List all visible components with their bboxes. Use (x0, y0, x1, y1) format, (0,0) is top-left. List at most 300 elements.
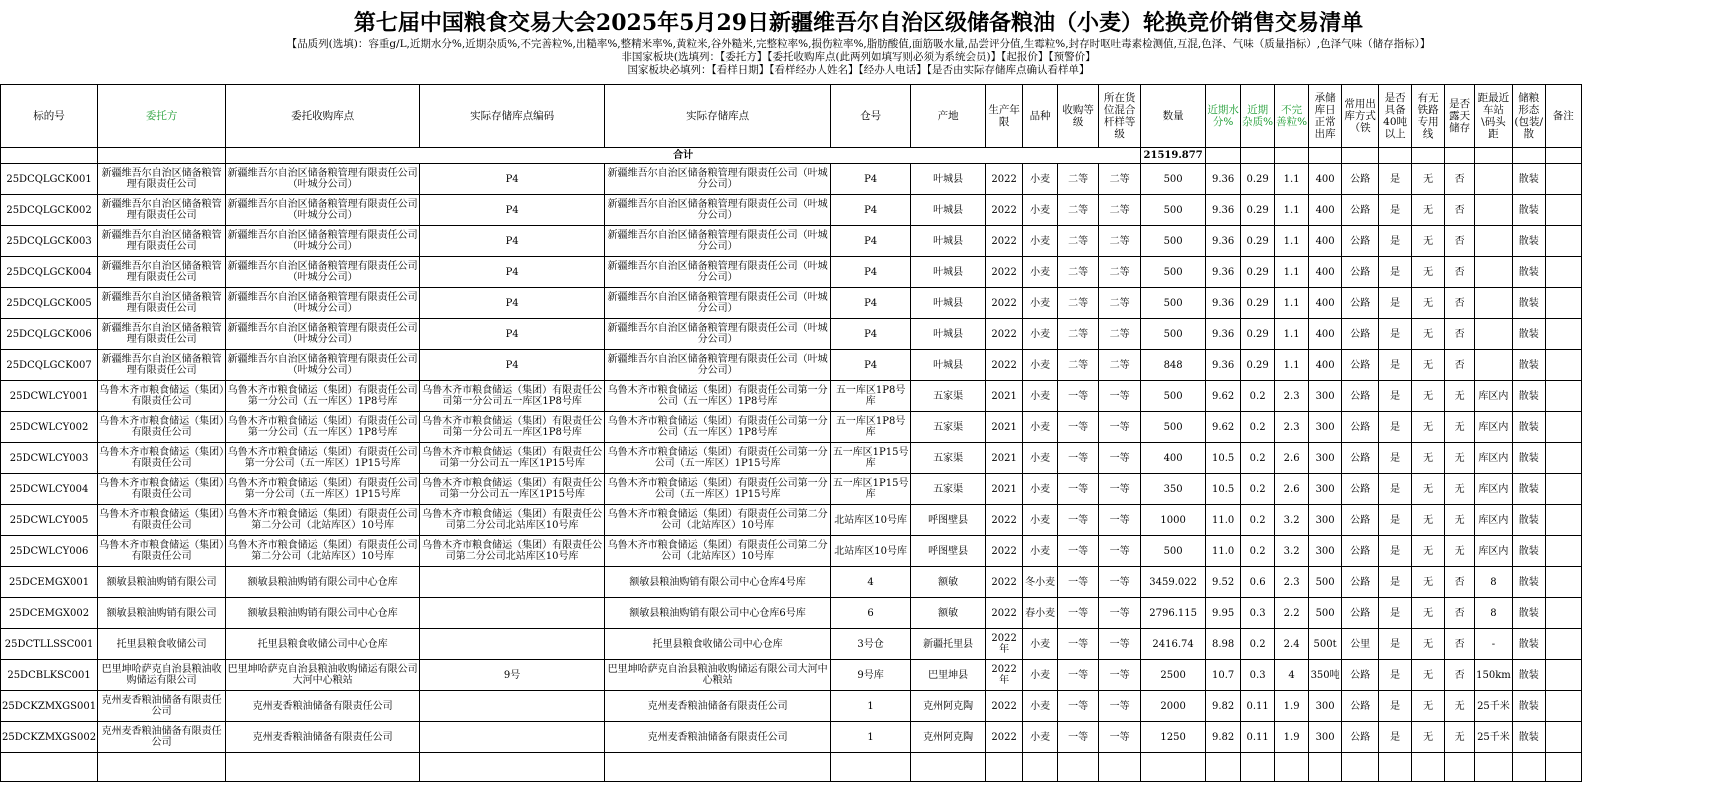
cell-production-year: 2022 (986, 319, 1023, 350)
cell-40t-capable: 是 (1379, 381, 1412, 412)
cell-moisture: 9.36 (1206, 350, 1241, 381)
cell-rail-line: 无 (1412, 567, 1445, 598)
cell-moisture: 9.36 (1206, 164, 1241, 195)
cell-outbound-mode: 公路 (1342, 319, 1379, 350)
cell-storage-depot: 新疆维吾尔自治区储备粮管理有限责任公司（叶城分公司） (605, 257, 831, 288)
cell-depot-code: 乌鲁木齐市粮食储运（集团）有限责任公司第一分公司五一库区1P8号库 (420, 412, 605, 443)
cell-lot-no: 25DCEMGX001 (1, 567, 98, 598)
cell-remarks (1545, 350, 1581, 381)
cell-imperfect: 1.1 (1275, 350, 1309, 381)
cell-open-air: 否 (1445, 567, 1475, 598)
cell-lot-no: 25DCBLKSC001 (1, 660, 98, 691)
cell-purchase-grade: 二等 (1058, 195, 1099, 226)
table-row (1, 412, 1582, 443)
cell-lot-no: 25DCQLGCK001 (1, 164, 98, 195)
cell-rail-line: 无 (1412, 319, 1445, 350)
cell-purchase-grade: 一等 (1058, 660, 1099, 691)
cell-consignor: 乌鲁木齐市粮食储运（集团）有限责任公司 (98, 536, 226, 567)
cell-impurity: 0.2 (1241, 412, 1275, 443)
cell-warehouse-no: P4 (831, 350, 911, 381)
table-row (1, 660, 1582, 691)
cell-depot-code: 乌鲁木齐市粮食储运（集团）有限责任公司第一分公司五一库区1P8号库 (420, 381, 605, 412)
cell-impurity: 0.29 (1241, 195, 1275, 226)
cell-quantity: 500 (1141, 536, 1206, 567)
cell-daily-outbound: 300 (1309, 722, 1342, 753)
cell-purchase-depot: 新疆维吾尔自治区储备粮管理有限责任公司（叶城分公司） (226, 288, 420, 319)
cell-storage-form: 散装 (1512, 474, 1545, 505)
cell-imperfect: 1.1 (1275, 226, 1309, 257)
cell-remarks (1545, 722, 1581, 753)
cell-storage-depot: 乌鲁木齐市粮食储运（集团）有限责任公司第一分公司（五一库区）1P15号库 (605, 443, 831, 474)
cell-warehouse-no: P4 (831, 288, 911, 319)
note-non-national-columns: 非国家板块(选填列：【委托方】【委托收购库点(此两列如填写则必须为系统会员)】【起报价】【预警价】 (621, 51, 1096, 63)
cell-mixed-grade: 二等 (1099, 164, 1141, 195)
col-header-station-distance: 距最近车站\码头距 (1475, 85, 1513, 148)
cell-storage-form: 散装 (1512, 629, 1545, 660)
cell-storage-form: 散装 (1512, 381, 1545, 412)
cell-purchase-depot: 乌鲁木齐市粮食储运（集团）有限责任公司第二分公司（北站库区）10号库 (226, 505, 420, 536)
cell-moisture: 9.82 (1206, 691, 1241, 722)
col-header-mixed-grade: 所在货位混合杆样等级 (1099, 85, 1141, 148)
table-row (1, 536, 1582, 567)
cell-consignor: 克州麦香粮油储备有限责任公司 (98, 691, 226, 722)
col-header-quantity: 数量 (1141, 85, 1206, 148)
cell-open-air: 否 (1445, 629, 1475, 660)
cell-impurity: 0.29 (1241, 288, 1275, 319)
cell-purchase-grade: 一等 (1058, 567, 1099, 598)
cell-quantity: 500 (1141, 319, 1206, 350)
total-label: 合计 (226, 148, 1141, 164)
cell-purchase-depot: 新疆维吾尔自治区储备粮管理有限责任公司（叶城分公司） (226, 226, 420, 257)
cell-open-air: 否 (1445, 288, 1475, 319)
cell-purchase-grade: 二等 (1058, 257, 1099, 288)
cell-station-distance: 25千米 (1475, 691, 1513, 722)
cell-warehouse-no: 北站库区10号库 (831, 536, 911, 567)
cell-daily-outbound: 300 (1309, 443, 1342, 474)
cell-open-air: 否 (1445, 226, 1475, 257)
cell-station-distance: 库区内 (1475, 412, 1513, 443)
cell-impurity: 0.29 (1241, 319, 1275, 350)
cell-rail-line: 无 (1412, 226, 1445, 257)
cell-storage-depot: 乌鲁木齐市粮食储运（集团）有限责任公司第二分公司（北站库区）10号库 (605, 536, 831, 567)
cell-lot-no: 25DCQLGCK007 (1, 350, 98, 381)
cell-storage-depot: 克州麦香粮油储备有限责任公司 (605, 722, 831, 753)
cell-consignor: 巴里坤哈萨克自治县粮油收购储运有限公司 (98, 660, 226, 691)
cell-station-distance: 8 (1475, 598, 1513, 629)
cell-imperfect: 2.4 (1275, 629, 1309, 660)
cell-daily-outbound: 300 (1309, 505, 1342, 536)
cell-station-distance (1475, 164, 1513, 195)
cell-consignor: 新疆维吾尔自治区储备粮管理有限责任公司 (98, 350, 226, 381)
cell-purchase-grade: 二等 (1058, 164, 1099, 195)
cell-warehouse-no: 1 (831, 691, 911, 722)
cell-origin: 巴里坤县 (911, 660, 986, 691)
cell-40t-capable: 是 (1379, 226, 1412, 257)
cell-rail-line: 无 (1412, 691, 1445, 722)
cell-station-distance: 库区内 (1475, 381, 1513, 412)
cell-mixed-grade: 一等 (1099, 505, 1141, 536)
cell-moisture: 9.95 (1206, 598, 1241, 629)
cell-consignor: 额敏县粮油购销有限公司 (98, 567, 226, 598)
cell-production-year: 2022 (986, 722, 1023, 753)
cell-daily-outbound: 500t (1309, 629, 1342, 660)
cell-variety: 小麦 (1023, 319, 1058, 350)
cell-40t-capable: 是 (1379, 536, 1412, 567)
cell-purchase-depot: 新疆维吾尔自治区储备粮管理有限责任公司（叶城分公司） (226, 350, 420, 381)
cell-remarks (1545, 257, 1581, 288)
cell-open-air: 无 (1445, 691, 1475, 722)
cell-depot-code: P4 (420, 164, 605, 195)
cell-mixed-grade: 二等 (1099, 350, 1141, 381)
cell-imperfect: 3.2 (1275, 505, 1309, 536)
cell-rail-line: 无 (1412, 195, 1445, 226)
cell-impurity: 0.3 (1241, 660, 1275, 691)
col-header-open-air: 是否露天储存 (1445, 85, 1475, 148)
cell-outbound-mode: 公路 (1342, 350, 1379, 381)
cell-lot-no: 25DCWLCY003 (1, 443, 98, 474)
cell-open-air: 无 (1445, 381, 1475, 412)
cell-depot-code (420, 629, 605, 660)
cell-purchase-grade: 一等 (1058, 598, 1099, 629)
cell-open-air: 否 (1445, 660, 1475, 691)
cell-rail-line: 无 (1412, 629, 1445, 660)
cell-storage-depot: 克州麦香粮油储备有限责任公司 (605, 691, 831, 722)
cell-origin: 五家渠 (911, 412, 986, 443)
cell-rail-line: 无 (1412, 381, 1445, 412)
cell-daily-outbound: 500 (1309, 598, 1342, 629)
cell-outbound-mode: 公路 (1342, 660, 1379, 691)
cell-mixed-grade: 一等 (1099, 412, 1141, 443)
cell-storage-form: 散装 (1512, 226, 1545, 257)
cell-rail-line: 无 (1412, 257, 1445, 288)
cell-imperfect: 1.1 (1275, 195, 1309, 226)
cell-storage-form: 散装 (1512, 164, 1545, 195)
cell-origin: 五家渠 (911, 474, 986, 505)
cell-lot-no: 25DCQLGCK004 (1, 257, 98, 288)
cell-moisture: 10.7 (1206, 660, 1241, 691)
cell-production-year: 2021 (986, 381, 1023, 412)
cell-storage-depot: 新疆维吾尔自治区储备粮管理有限责任公司（叶城分公司） (605, 319, 831, 350)
cell-impurity: 0.29 (1241, 350, 1275, 381)
cell-40t-capable: 是 (1379, 288, 1412, 319)
cell-depot-code (420, 691, 605, 722)
cell-imperfect: 2.2 (1275, 598, 1309, 629)
cell-remarks (1545, 443, 1581, 474)
cell-40t-capable: 是 (1379, 505, 1412, 536)
cell-40t-capable: 是 (1379, 443, 1412, 474)
cell-origin: 五家渠 (911, 443, 986, 474)
cell-remarks (1545, 691, 1581, 722)
cell-purchase-grade: 一等 (1058, 381, 1099, 412)
cell-storage-depot: 乌鲁木齐市粮食储运（集团）有限责任公司第二分公司（北站库区）10号库 (605, 505, 831, 536)
cell-remarks (1545, 660, 1581, 691)
cell-production-year: 2021 (986, 412, 1023, 443)
cell-variety: 小麦 (1023, 660, 1058, 691)
cell-production-year: 2022 (986, 195, 1023, 226)
cell-open-air: 否 (1445, 350, 1475, 381)
cell-lot-no: 25DCWLCY006 (1, 536, 98, 567)
cell-variety: 小麦 (1023, 505, 1058, 536)
cell-daily-outbound: 300 (1309, 474, 1342, 505)
cell-40t-capable: 是 (1379, 660, 1412, 691)
cell-variety: 小麦 (1023, 443, 1058, 474)
cell-remarks (1545, 505, 1581, 536)
table-row (1, 505, 1582, 536)
cell-consignor: 乌鲁木齐市粮食储运（集团）有限责任公司 (98, 443, 226, 474)
col-header-purchase-grade: 收购等级 (1058, 85, 1099, 148)
cell-remarks (1545, 474, 1581, 505)
cell-open-air: 无 (1445, 412, 1475, 443)
col-header-depot-code: 实际存储库点编码 (420, 85, 605, 148)
cell-40t-capable: 是 (1379, 319, 1412, 350)
cell-storage-form: 散装 (1512, 195, 1545, 226)
cell-40t-capable: 是 (1379, 350, 1412, 381)
cell-moisture: 9.36 (1206, 257, 1241, 288)
cell-rail-line: 无 (1412, 722, 1445, 753)
cell-variety: 小麦 (1023, 195, 1058, 226)
cell-variety: 小麦 (1023, 257, 1058, 288)
col-header-origin: 产地 (911, 85, 986, 148)
cell-origin: 克州阿克陶 (911, 691, 986, 722)
cell-purchase-grade: 一等 (1058, 474, 1099, 505)
cell-impurity: 0.2 (1241, 443, 1275, 474)
cell-remarks (1545, 319, 1581, 350)
cell-daily-outbound: 500 (1309, 567, 1342, 598)
cell-station-distance (1475, 350, 1513, 381)
cell-open-air: 无 (1445, 505, 1475, 536)
cell-rail-line: 无 (1412, 660, 1445, 691)
col-header-rail-line: 有无铁路专用线 (1412, 85, 1445, 148)
cell-consignor: 乌鲁木齐市粮食储运（集团）有限责任公司 (98, 505, 226, 536)
cell-variety: 小麦 (1023, 288, 1058, 319)
empty-row (1, 753, 1582, 782)
cell-purchase-grade: 一等 (1058, 443, 1099, 474)
cell-depot-code: P4 (420, 319, 605, 350)
cell-remarks (1545, 629, 1581, 660)
cell-storage-depot: 新疆维吾尔自治区储备粮管理有限责任公司（叶城分公司） (605, 350, 831, 381)
cell-open-air: 否 (1445, 195, 1475, 226)
cell-rail-line: 无 (1412, 598, 1445, 629)
cell-depot-code: 乌鲁木齐市粮食储运（集团）有限责任公司第二分公司北站库区10号库 (420, 505, 605, 536)
cell-impurity: 0.6 (1241, 567, 1275, 598)
cell-imperfect: 2.3 (1275, 567, 1309, 598)
cell-purchase-depot: 克州麦香粮油储备有限责任公司 (226, 722, 420, 753)
cell-open-air: 无 (1445, 474, 1475, 505)
cell-variety: 小麦 (1023, 536, 1058, 567)
cell-mixed-grade: 二等 (1099, 288, 1141, 319)
cell-moisture: 9.36 (1206, 226, 1241, 257)
cell-purchase-depot: 乌鲁木齐市粮食储运（集团）有限责任公司第一分公司（五一库区）1P15号库 (226, 474, 420, 505)
cell-storage-depot: 新疆维吾尔自治区储备粮管理有限责任公司（叶城分公司） (605, 288, 831, 319)
cell-mixed-grade: 一等 (1099, 691, 1141, 722)
cell-imperfect: 2.6 (1275, 443, 1309, 474)
cell-station-distance (1475, 195, 1513, 226)
cell-40t-capable: 是 (1379, 257, 1412, 288)
cell-origin: 额敏 (911, 567, 986, 598)
total-row (1, 148, 1582, 164)
table-row (1, 443, 1582, 474)
table-row (1, 474, 1582, 505)
cell-variety: 冬小麦 (1023, 567, 1058, 598)
cell-warehouse-no: 五一库区1P8号库 (831, 412, 911, 443)
table-row (1, 288, 1582, 319)
cell-variety: 小麦 (1023, 629, 1058, 660)
cell-mixed-grade: 二等 (1099, 319, 1141, 350)
cell-storage-depot: 新疆维吾尔自治区储备粮管理有限责任公司（叶城分公司） (605, 195, 831, 226)
cell-origin: 叶城县 (911, 350, 986, 381)
cell-depot-code: P4 (420, 195, 605, 226)
cell-depot-code: P4 (420, 350, 605, 381)
cell-open-air: 无 (1445, 443, 1475, 474)
cell-station-distance: 库区内 (1475, 536, 1513, 567)
cell-purchase-grade: 二等 (1058, 288, 1099, 319)
cell-production-year: 2022 (986, 567, 1023, 598)
cell-storage-form: 散装 (1512, 691, 1545, 722)
cell-production-year: 2022年 (986, 660, 1023, 691)
cell-origin: 呼图壁县 (911, 505, 986, 536)
cell-outbound-mode: 公路 (1342, 412, 1379, 443)
cell-40t-capable: 是 (1379, 412, 1412, 443)
cell-purchase-depot: 额敏县粮油购销有限公司中心仓库 (226, 567, 420, 598)
cell-production-year: 2022 (986, 691, 1023, 722)
trade-list-table (0, 84, 1582, 782)
cell-remarks (1545, 536, 1581, 567)
cell-quantity: 500 (1141, 164, 1206, 195)
cell-impurity: 0.3 (1241, 598, 1275, 629)
page-title: 第七届中国粮食交易大会2025年5月29日新疆维吾尔自治区级储备粮油（小麦）轮换竞价销售交易清单 (353, 10, 1364, 36)
cell-warehouse-no: 6 (831, 598, 911, 629)
cell-consignor: 新疆维吾尔自治区储备粮管理有限责任公司 (98, 226, 226, 257)
cell-remarks (1545, 226, 1581, 257)
cell-outbound-mode: 公路 (1342, 226, 1379, 257)
cell-outbound-mode: 公路 (1342, 257, 1379, 288)
cell-mixed-grade: 一等 (1099, 598, 1141, 629)
cell-purchase-grade: 一等 (1058, 412, 1099, 443)
cell-purchase-grade: 一等 (1058, 536, 1099, 567)
cell-lot-no: 25DCQLGCK003 (1, 226, 98, 257)
cell-remarks (1545, 381, 1581, 412)
cell-mixed-grade: 二等 (1099, 226, 1141, 257)
cell-outbound-mode: 公路 (1342, 381, 1379, 412)
cell-production-year: 2022 (986, 350, 1023, 381)
cell-station-distance (1475, 257, 1513, 288)
cell-depot-code: P4 (420, 226, 605, 257)
cell-warehouse-no: 五一库区1P15号库 (831, 474, 911, 505)
cell-quantity: 1250 (1141, 722, 1206, 753)
cell-depot-code (420, 567, 605, 598)
cell-40t-capable: 是 (1379, 598, 1412, 629)
cell-origin: 额敏 (911, 598, 986, 629)
cell-moisture: 9.52 (1206, 567, 1241, 598)
cell-production-year: 2022年 (986, 629, 1023, 660)
cell-purchase-depot: 乌鲁木齐市粮食储运（集团）有限责任公司第一分公司（五一库区）1P15号库 (226, 443, 420, 474)
cell-remarks (1545, 412, 1581, 443)
cell-production-year: 2022 (986, 257, 1023, 288)
cell-warehouse-no: P4 (831, 195, 911, 226)
cell-quantity: 2796.115 (1141, 598, 1206, 629)
cell-mixed-grade: 一等 (1099, 443, 1141, 474)
cell-purchase-depot: 新疆维吾尔自治区储备粮管理有限责任公司（叶城分公司） (226, 257, 420, 288)
table-row (1, 195, 1582, 226)
cell-outbound-mode: 公路 (1342, 195, 1379, 226)
cell-impurity: 0.11 (1241, 722, 1275, 753)
cell-consignor: 新疆维吾尔自治区储备粮管理有限责任公司 (98, 319, 226, 350)
cell-mixed-grade: 一等 (1099, 381, 1141, 412)
cell-station-distance: 150km (1475, 660, 1513, 691)
cell-impurity: 0.29 (1241, 164, 1275, 195)
cell-station-distance: 库区内 (1475, 505, 1513, 536)
cell-origin: 叶城县 (911, 195, 986, 226)
cell-purchase-depot: 乌鲁木齐市粮食储运（集团）有限责任公司第二分公司（北站库区）10号库 (226, 536, 420, 567)
cell-imperfect: 1.1 (1275, 164, 1309, 195)
cell-variety: 小麦 (1023, 350, 1058, 381)
cell-quantity: 2416.74 (1141, 629, 1206, 660)
cell-daily-outbound: 300 (1309, 691, 1342, 722)
cell-warehouse-no: P4 (831, 164, 911, 195)
cell-quantity: 500 (1141, 288, 1206, 319)
cell-40t-capable: 是 (1379, 691, 1412, 722)
table-row (1, 226, 1582, 257)
cell-consignor: 新疆维吾尔自治区储备粮管理有限责任公司 (98, 288, 226, 319)
cell-station-distance: 8 (1475, 567, 1513, 598)
cell-purchase-grade: 一等 (1058, 722, 1099, 753)
table-row (1, 381, 1582, 412)
cell-mixed-grade: 二等 (1099, 195, 1141, 226)
cell-remarks (1545, 195, 1581, 226)
col-header-daily-outbound: 承储库日正常出库 (1309, 85, 1342, 148)
cell-production-year: 2022 (986, 505, 1023, 536)
cell-purchase-grade: 一等 (1058, 505, 1099, 536)
cell-outbound-mode: 公路 (1342, 474, 1379, 505)
cell-quantity: 400 (1141, 443, 1206, 474)
cell-warehouse-no: 1 (831, 722, 911, 753)
cell-daily-outbound: 400 (1309, 257, 1342, 288)
cell-quantity: 500 (1141, 195, 1206, 226)
cell-moisture: 8.98 (1206, 629, 1241, 660)
cell-40t-capable: 是 (1379, 474, 1412, 505)
note-national-columns: 国家板块必填列：【看样日期】【看样经办人姓名】【经办人电话】【是否由实际存储库点确认看样单】 (627, 64, 1090, 76)
cell-station-distance (1475, 288, 1513, 319)
cell-storage-depot: 巴里坤哈萨克自治县粮油收购储运有限公司大河中心粮站 (605, 660, 831, 691)
cell-consignor: 新疆维吾尔自治区储备粮管理有限责任公司 (98, 164, 226, 195)
cell-mixed-grade: 一等 (1099, 567, 1141, 598)
header-row (1, 85, 1582, 148)
cell-variety: 春小麦 (1023, 598, 1058, 629)
col-header-moisture: 近期水分% (1206, 85, 1241, 148)
cell-purchase-grade: 二等 (1058, 226, 1099, 257)
cell-imperfect: 1.1 (1275, 288, 1309, 319)
cell-quantity: 848 (1141, 350, 1206, 381)
col-header-impurity: 近期杂质% (1241, 85, 1275, 148)
cell-storage-depot: 额敏县粮油购销有限公司中心仓库6号库 (605, 598, 831, 629)
table-row (1, 164, 1582, 195)
cell-remarks (1545, 164, 1581, 195)
cell-warehouse-no: 3号仓 (831, 629, 911, 660)
cell-moisture: 10.5 (1206, 443, 1241, 474)
cell-purchase-depot: 克州麦香粮油储备有限责任公司 (226, 691, 420, 722)
cell-station-distance (1475, 226, 1513, 257)
col-header-purchase-depot: 委托收购库点 (226, 85, 420, 148)
cell-depot-code: 乌鲁木齐市粮食储运（集团）有限责任公司第一分公司五一库区1P15号库 (420, 443, 605, 474)
cell-quantity: 500 (1141, 412, 1206, 443)
cell-warehouse-no: 4 (831, 567, 911, 598)
cell-daily-outbound: 400 (1309, 226, 1342, 257)
cell-lot-no: 25DCEMGX002 (1, 598, 98, 629)
cell-lot-no: 25DCWLCY005 (1, 505, 98, 536)
cell-storage-form: 散装 (1512, 412, 1545, 443)
cell-consignor: 克州麦香粮油储备有限责任公司 (98, 722, 226, 753)
cell-moisture: 11.0 (1206, 536, 1241, 567)
